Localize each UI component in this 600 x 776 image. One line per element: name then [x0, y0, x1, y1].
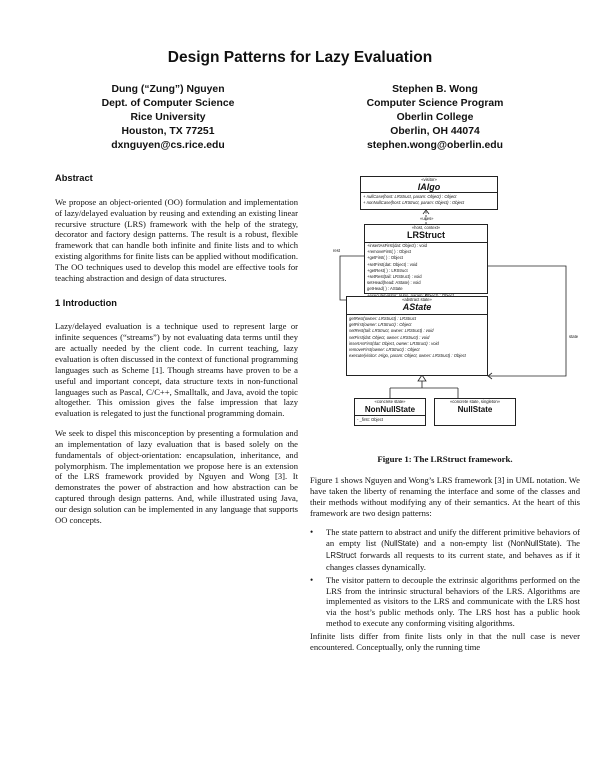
astate-operations [347, 315, 487, 360]
ialgo-operation: + nonNullCase(host: LRStruct, param: Object) : Object [363, 200, 465, 206]
lrstruct-name: LRStruct [407, 230, 445, 240]
bullet-item-state [310, 527, 580, 572]
bullet-text-part: forwards all requests to its current state, and behaves as if it changes classes dynamically. [326, 550, 580, 572]
lrstruct-operation: +setRest(tail: LRStruct) : void [367, 274, 422, 280]
astate-operation: setFirst(dat: Object, owner: LRStruct) : void [349, 334, 430, 340]
lrstruct-operation: setHead(head: AState) : void [367, 280, 421, 286]
uml-diagram [310, 176, 590, 451]
right-paragraph-1: Figure 1 shows Nguyen and Wong’s LRS framework [3] in UML notation. We have taken the liberty of renaming the interface and some of the classes and their methods without modifying any of their semantics. At the heart of this framework are two design patterns: [310, 475, 580, 518]
astate-operation: getRest(owner: LRStruct) : LRStruct [349, 316, 417, 321]
class-ialgo [360, 176, 498, 210]
state-label: state [569, 334, 579, 339]
author-address: Houston, TX 77251 [121, 126, 215, 138]
abstract-heading: Abstract [55, 173, 93, 183]
bullet-icon: • [310, 574, 314, 585]
lrstruct-stereotype: «host, context» [411, 225, 441, 230]
lrstruct-operation: +insertAsFirst(dat: Object) : void [367, 243, 427, 248]
code-nonnullstate: NonNullState [510, 539, 557, 549]
class-lrstruct [364, 224, 488, 294]
author-email: dxnguyen@cs.rice.edu [111, 140, 225, 152]
ialgo-stereotype: «visitor» [421, 177, 437, 182]
lrstruct-operation: +setFirst(dat: Object) : void [367, 261, 418, 267]
astate-operation: execute(visitor: IAlgo, param: Object, owner: LRStruct) : Object [349, 353, 466, 359]
author-block-2 [310, 83, 560, 153]
rest-label: rest [333, 248, 340, 253]
intro-heading: 1 Introduction [55, 297, 117, 308]
lrstruct-operation: +getFirst( ) : Object [367, 255, 403, 261]
author-address: Oberlin, OH 44074 [390, 126, 480, 138]
astate-stereotype: «abstract state» [402, 297, 432, 302]
author-org: Oberlin College [396, 112, 474, 124]
lrstruct-operation: +removeFirst( ) : Object [367, 249, 412, 255]
author-email: stephen.wong@oberlin.edu [367, 140, 503, 152]
nonnull-name: NonNullState [364, 405, 416, 414]
astate-name: AState [402, 302, 432, 312]
uses-label: «uses» [420, 216, 434, 221]
astate-operation: removeFirst(owner: LRStruct) : Object [349, 347, 420, 353]
code-nullstate: NullState [384, 539, 416, 549]
class-astate [346, 296, 488, 376]
author-block-1 [43, 83, 293, 153]
left-column [55, 173, 298, 535]
ialgo-name: IAlgo [417, 182, 441, 192]
astate-operation: insertAsFirst(dat: Object, owner: LRStruct) : void [349, 340, 439, 346]
astate-operation: setRest(tail: LRStruct, owner: LRStruct) : void [349, 328, 434, 334]
class-nonnullstate [354, 398, 426, 426]
paper-title: Design Patterns for Lazy Evaluation [167, 49, 433, 66]
intro-paragraph-1: Lazy/delayed evaluation is a technique used to represent large or infinite sequences (“streams”) by not evaluating data terms until they are actually needed by the client code. In current teaching, lazy evaluation is often discussed in the context of functional programming languages such as Scheme [1]. Though streams have proven to be a useful and important concept, data structure texts in non-functional languages such as Pascal, C/C++, Smalltalk, and Java, avoid the topic altogether. This omission gives the false impression that lazy evaluation is relegated to just the functional programming domain. [55, 321, 298, 419]
bullet-text [326, 527, 580, 572]
lrstruct-operations [365, 243, 487, 300]
ialgo-operation: + nullCase(host: LRStruct, param: Object) : Object [363, 194, 457, 199]
astate-operation: getFirst(owner: LRStruct) : Object [349, 322, 412, 328]
nullstate-name: NullState [457, 405, 493, 414]
author-org: Rice University [130, 112, 206, 124]
bullet-icon: • [310, 527, 314, 538]
nonnull-field: - _first: Object [357, 417, 384, 422]
lrstruct-operation: +getRest( ) : LRStruct [367, 267, 408, 273]
author-name: Stephen B. Wong [392, 84, 478, 95]
bullet-text-part: ) and a non-empty list ( [415, 538, 511, 549]
bullet-text-part: ). The [556, 538, 580, 549]
lrstruct-operation: getHead( ) : AState [367, 286, 403, 292]
author-dept: Computer Science Program [366, 98, 504, 110]
intro-paragraph-2: We seek to dispel this misconception by presenting a formulation and an implementation of lazy evaluation that is based solely on the fundamentals of object-orientation: encapsulation, inheritance, and polymorphism. The implementation we propose here is an extension of the LRS framework provided by Nguyen and Wong [3]. It demonstrates the power of abstraction and how abstraction can be captured through design patterns. And, while illustrated using Java, our design solution can be implemented in any language that supports OO concepts. [55, 428, 298, 525]
abstract-text: We propose an object-oriented (OO) formulation and implementation of lazy/delayed evaluation by reusing and extending an existing linear recursive structure (LRS) framework with the help of the strategy, decorator and factory design patterns. The result is a robust, flexible framework that can handle both infinite and finite lists and to which existing algorithms for finite lists can be applied without modification. The OO techniques used to develop this model are effective tools for teaching abstraction and design of data structures. [55, 196, 298, 283]
author-dept: Dept. of Computer Science [101, 98, 235, 110]
author-name: Dung (“Zung”) Nguyen [111, 84, 225, 95]
class-nullstate [434, 398, 516, 426]
bullet-text-part: The state pattern to abstract and unify the different primitive behaviors of an empty list ( [326, 527, 580, 549]
ialgo-operations [361, 193, 497, 207]
right-paragraph-2: Infinite lists differ from finite lists only in that the null case is never encountered. Conceptually, only the running time [310, 630, 580, 652]
figure-caption: Figure 1: The LRStruct framework. [377, 454, 513, 464]
bullet-text: The visitor pattern to decouple the extrinsic algorithms performed on the LRS from the intrinsic structural behaviors of the LRS. Algorithms are implemented as visitors to the LRS and communicate with the LRS host via the host’s public methods only. The LRS host has a public hook method to execute any conforming visiting algorithms. [326, 574, 580, 629]
code-lrstruct: LRStruct [326, 551, 357, 561]
right-column [310, 475, 580, 662]
bullet-item-visitor [310, 575, 580, 629]
nullstate-stereotype: «concrete state, singleton» [449, 399, 501, 404]
nonnull-stereotype: «concrete state» [374, 399, 406, 404]
